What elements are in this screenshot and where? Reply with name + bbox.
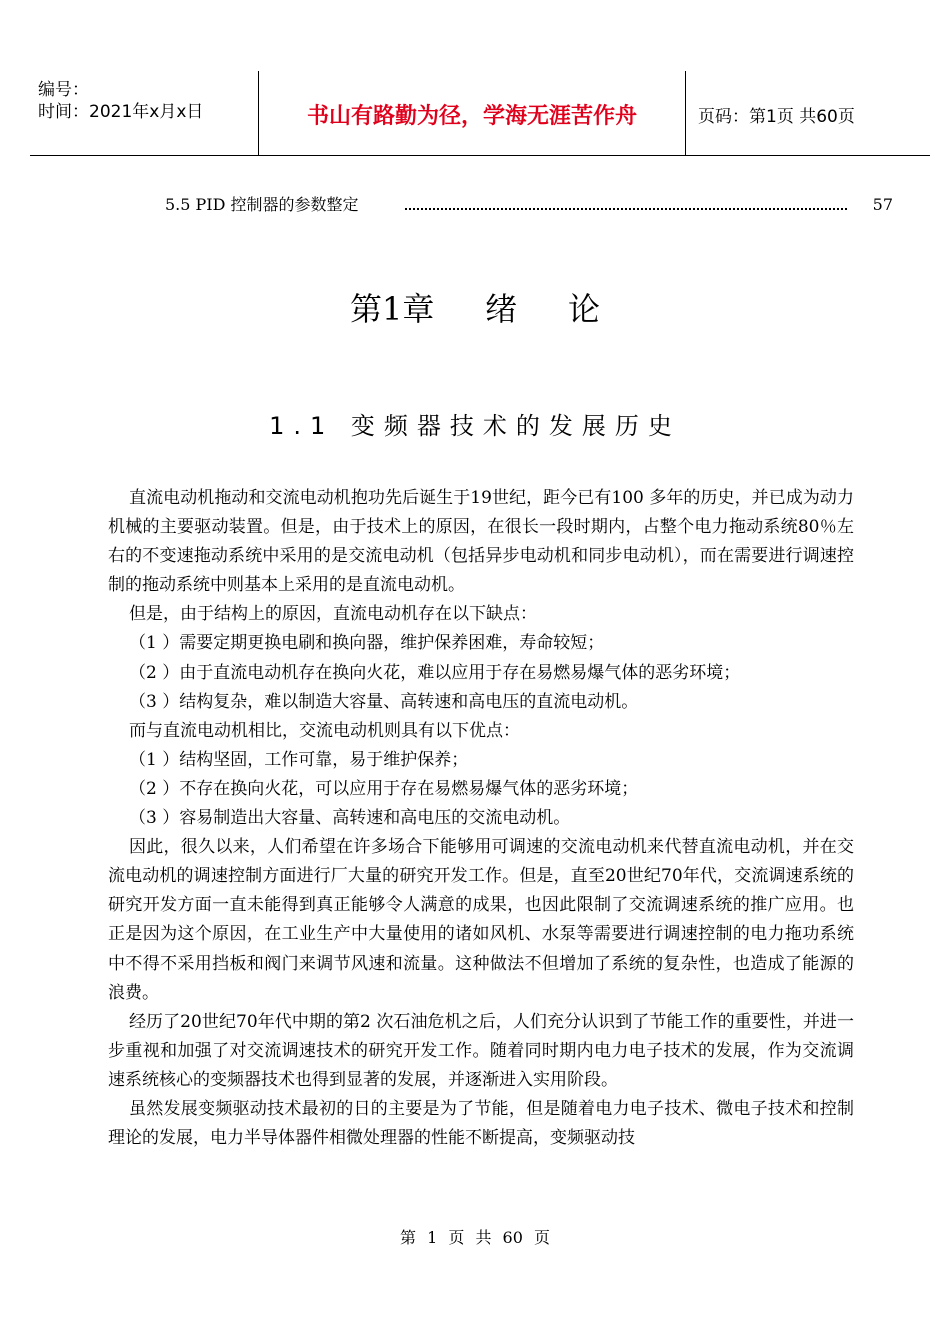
document-time-label: 时间：2021年x月x日 xyxy=(38,102,204,122)
header-page-info: 页码：第1页 共60页 xyxy=(698,107,855,127)
header-right-cell xyxy=(686,71,930,155)
chapter-title: 第1章 绪 论 xyxy=(349,290,601,328)
list-item: （1 ）需要定期更换电刷和换向器，维护保养困难，寿命较短； xyxy=(129,633,605,654)
paragraph: 虽然发展变频驱动技术最初的日的主要是为了节能，但是随着电力电子技术、微电子技术和控制理论的发展，电力半导体器件相微处理器的性能不断提高，变频驱动技 xyxy=(108,1098,854,1149)
body-text xyxy=(108,484,854,1153)
list-item: （2 ）由于直流电动机存在换向火花，难以应用于存在易燃易爆气体的恶劣环境； xyxy=(129,662,741,683)
page-footer: 第 1 页 共 60 页 xyxy=(400,1228,550,1247)
toc-dot-leader xyxy=(405,208,847,210)
list-item: （3 ）结构复杂，难以制造大容量、高转速和高电压的直流电动机。 xyxy=(129,691,639,712)
paragraph: 经历了20世纪70年代中期的第2 次石油危机之后，人们充分认识到了节能工作的重要性，并进一步重视和加强了对交流调速技术的研究开发工作。随着同时期内电力电子技术的发展，作为交流调速系统核心的变频器技术也得到显著的发展，并逐渐进入实用阶段。 xyxy=(108,1011,854,1090)
toc-entry-page: 57 xyxy=(872,195,893,214)
document-number-label: 编号： xyxy=(38,80,89,100)
header-middle-cell xyxy=(258,71,686,155)
paragraph: 而与直流电动机相比，交流电动机则具有以下优点： xyxy=(129,720,520,741)
page-header xyxy=(30,71,930,156)
header-left-cell xyxy=(30,71,258,155)
list-item: （1 ）结构坚固，工作可靠，易于维护保养； xyxy=(129,749,469,770)
paragraph: 因此，很久以来，人们希望在许多场合下能够用可调速的交流电动机来代替直流电动机，并在交流电动机的调速控制方面进行厂大量的研究开发工作。但是，直至20世纪70年代，交流调速系统的研究开发方面一直未能得到真正能够令人满意的成果，也因此限制了交流调速系统的推广应用。也正是因为这个原因，在工业生产中大量使用的诸如风机、水泵等需要进行调速控制的电力拖功系统中不得不采用挡板和阀门来调节风速和流量。这种做法不但增加了系统的复杂性，也造成了能源的浪费。 xyxy=(108,837,854,1003)
toc-entry[interactable] xyxy=(165,193,893,217)
list-item: （3 ）容易制造出大容量、高转速和高电压的交流电动机。 xyxy=(129,808,571,829)
paragraph: 但是，由于结构上的原因，直流电动机存在以下缺点： xyxy=(129,604,537,625)
section-title: 1.1 变频器技术的发展历史 xyxy=(269,412,681,440)
header-motto: 书山有路勤为径，学海无涯苦作舟 xyxy=(306,104,637,129)
list-item: （2 ）不存在换向火花，可以应用于存在易燃易爆气体的恶劣环境； xyxy=(129,778,639,799)
toc-entry-label: 5.5 PID 控制器的参数整定 xyxy=(165,193,361,217)
paragraph: 直流电动机拖动和交流电动机抱功先后诞生于19世纪，距今已有100 多年的历史，并已成为动力机械的主要驱动装置。但是，由于技术上的原因，在很长一段时期内，占整个电力拖动系统80％左右的不变速拖动系统中采用的是交流电动机（包括异步电动机和同步电动机），而在需要进行调速控制的拖动系统中则基本上采用的是直流电动机。 xyxy=(108,488,854,596)
